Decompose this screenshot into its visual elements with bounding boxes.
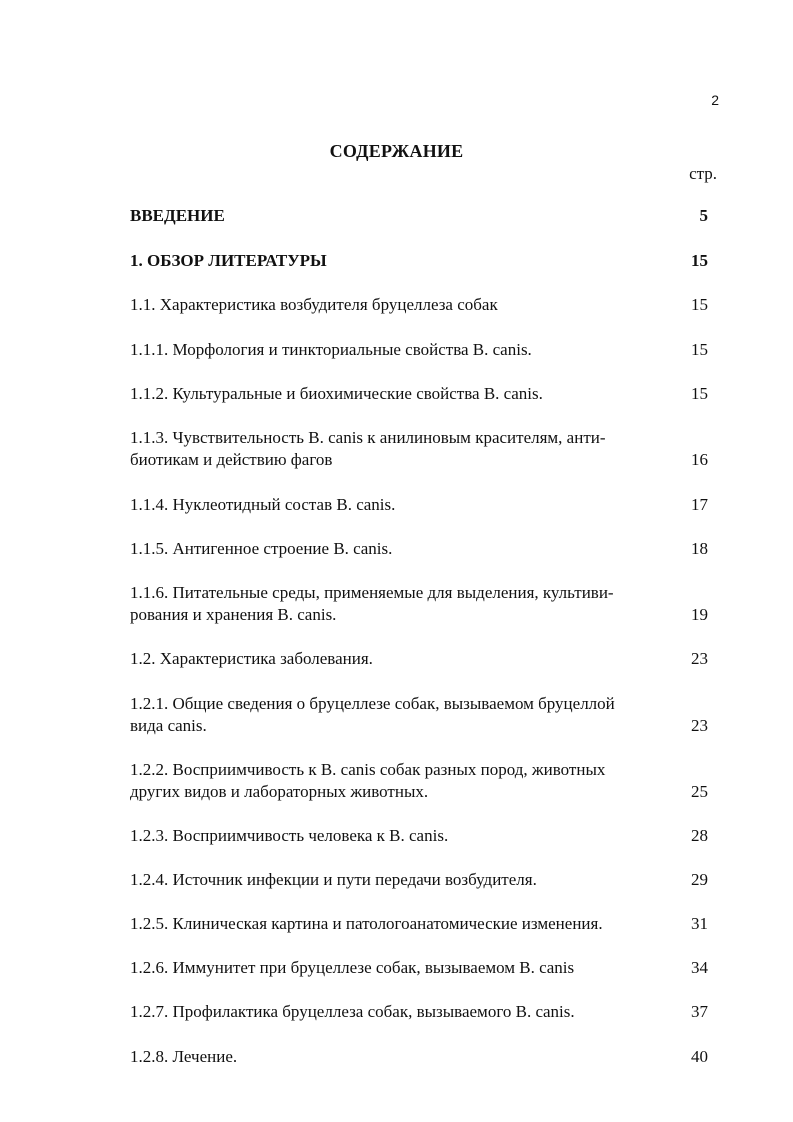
toc-entry-text: 1.2.6. Иммунитет при бруцеллезе собак, вызываемом B. canis xyxy=(130,958,575,977)
toc-entry-text: 1.1.5. Антигенное строение B. canis. xyxy=(130,539,393,558)
toc-entry-text: 1.2.4. Источник инфекции и пути передачи возбудителя. xyxy=(130,870,537,889)
toc-entry-text: 1.1.1. Морфология и тинкториальные свойства B. canis. xyxy=(130,340,532,359)
toc-entry-1-2-4[interactable] xyxy=(130,869,708,891)
page-title: СОДЕРЖАНИЕ xyxy=(329,141,464,161)
toc-entry-text: 1.2.7. Профилактика бруцеллеза собак, вызываемого B. canis. xyxy=(130,1002,575,1021)
toc-entry-1-1-3[interactable] xyxy=(130,427,708,471)
toc-entry-page: 40 xyxy=(691,1047,708,1066)
toc-entry-1-1-2[interactable] xyxy=(130,383,708,405)
toc-entry-page: 18 xyxy=(691,539,708,558)
toc-entry-1-2-8[interactable] xyxy=(130,1046,708,1068)
toc-entry-text: 1.2.3. Восприимчивость человека к B. canis. xyxy=(130,826,449,845)
toc-entry-1-1-5[interactable] xyxy=(130,538,708,560)
toc-entry-page: 28 xyxy=(691,826,708,845)
toc-entry-page: 34 xyxy=(691,958,708,977)
toc-entry-1-2-7[interactable] xyxy=(130,1001,708,1023)
toc-entry-page: 19 xyxy=(691,605,708,624)
toc-entry-1-2-1[interactable] xyxy=(130,693,708,737)
toc-entry-1-2-2[interactable] xyxy=(130,759,708,803)
toc-entry-text-line-2: вида canis. xyxy=(130,716,207,735)
page-column-header: стр. xyxy=(689,164,717,183)
toc-entry-text-line-1: 1.1.3. Чувствительность B. canis к анилиновым красителям, анти- xyxy=(130,428,606,447)
toc-entry-text: 1.2. Характеристика заболевания. xyxy=(130,649,373,668)
toc-entry-text: 1.2.5. Клиническая картина и патологоанатомические изменения. xyxy=(130,914,603,933)
toc-entry-page: 25 xyxy=(691,782,708,801)
toc-entry-text: 1.2.8. Лечение. xyxy=(130,1047,238,1066)
toc-entry-page: 5 xyxy=(699,206,708,225)
toc-entry-page: 17 xyxy=(691,495,708,514)
toc-entry-1-1[interactable] xyxy=(130,294,708,316)
toc-entry-1-1-6[interactable] xyxy=(130,582,708,626)
toc-entry-literature-review[interactable] xyxy=(130,250,708,272)
toc-entry-text-line-1: 1.1.6. Питательные среды, применяемые для выделения, культиви- xyxy=(130,583,614,602)
toc-entry-introduction[interactable] xyxy=(130,205,708,227)
toc-entry-text-line-2: других видов и лабораторных животных. xyxy=(130,782,429,801)
toc-entry-page: 31 xyxy=(691,914,708,933)
toc-entry-1-2[interactable] xyxy=(130,648,708,670)
toc-entry-text: ВВЕДЕНИЕ xyxy=(130,206,225,225)
toc-entry-1-1-1[interactable] xyxy=(130,339,708,361)
toc-entry-text-line-2: биотикам и действию фагов xyxy=(130,450,333,469)
toc-entry-page: 37 xyxy=(691,1002,708,1021)
toc-entry-text-line-1: 1.2.1. Общие сведения о бруцеллезе собак, вызываемом бруцеллой xyxy=(130,694,615,713)
toc-entry-page: 16 xyxy=(691,450,708,469)
toc-entry-page: 15 xyxy=(691,295,708,314)
toc-entry-text: 1.1.4. Нуклеотидный состав B. canis. xyxy=(130,495,396,514)
toc-entry-text-line-1: 1.2.2. Восприимчивость к B. canis собак разных пород, животных xyxy=(130,760,606,779)
toc-entry-page: 15 xyxy=(691,340,708,359)
toc-entry-text: 1.1.2. Культуральные и биохимические свойства B. canis. xyxy=(130,384,543,403)
toc-entry-page: 23 xyxy=(691,649,708,668)
page-number: 2 xyxy=(711,92,719,108)
toc-entry-text: 1. ОБЗОР ЛИТЕРАТУРЫ xyxy=(130,251,327,270)
toc-entry-1-2-5[interactable] xyxy=(130,913,708,935)
toc-entry-page: 15 xyxy=(691,251,708,270)
toc-entry-1-2-3[interactable] xyxy=(130,825,708,847)
toc-entry-1-1-4[interactable] xyxy=(130,494,708,516)
toc-entry-1-2-6[interactable] xyxy=(130,957,708,979)
toc-entry-page: 15 xyxy=(691,384,708,403)
toc-entry-text-line-2: рования и хранения B. canis. xyxy=(130,605,337,624)
toc-entry-page: 29 xyxy=(691,870,708,889)
toc-entry-text: 1.1. Характеристика возбудителя бруцеллеза собак xyxy=(130,295,498,314)
toc-entry-page: 23 xyxy=(691,716,708,735)
